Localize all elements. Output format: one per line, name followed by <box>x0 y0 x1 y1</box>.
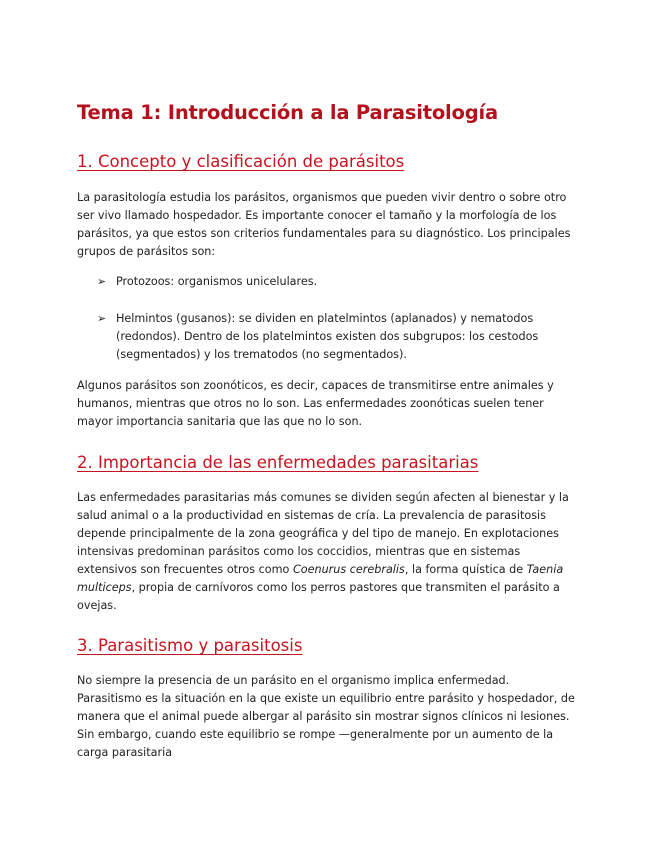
paragraph-importancia <box>77 489 575 615</box>
list-item-text: Helmintos (gusanos): se dividen en platelmintos (aplanados) y nematodos (redondos). Dentro de los platelmintos existen dos subgrupos: los cestodos (segmentados) y los trematodos (no segmentados). <box>116 312 539 361</box>
arrow-bullet-icon: ➢ <box>97 275 107 288</box>
section-heading-importancia: 2. Importancia de las enfermedades parasitarias <box>77 453 479 472</box>
paragraph-text: , propia de carnívoros como los perros pastores que transmiten el parásito a ovejas. <box>77 581 560 612</box>
paragraph-text: Las enfermedades parasitarias más comunes se dividen según afecten al bienestar y la salud animal o a la productividad en sistemas de cría. La prevalencia de parasitosis depende principalmente de la zona geográfica y del tipo de manejo. En explotaciones intensivas predominan parásitos como los coccidios, mientras que en sistemas extensivos son frecuentes otros como <box>77 491 569 576</box>
species-name-taenia: Taenia multiceps <box>77 563 564 594</box>
species-name-coenurus: Coenurus cerebralis <box>292 563 405 576</box>
list-item-protozoos <box>97 273 575 291</box>
section-heading-concepto: 1. Concepto y clasificación de parásitos <box>77 152 405 171</box>
arrow-bullet-icon: ➢ <box>97 312 107 325</box>
paragraph-zoonosis: Algunos parásitos son zoonóticos, es decir, capaces de transmitirse entre animales y humanos, mientras que otros no lo son. Las enfermedades zoonóticas suelen tener mayor importancia sanitaria que las que no lo son. <box>77 379 554 428</box>
section-heading-parasitismo: 3. Parasitismo y parasitosis <box>77 636 303 655</box>
list-item-helmintos <box>97 310 575 364</box>
paragraph-text: , la forma quística de <box>404 563 527 576</box>
paragraph-concepto-intro: La parasitología estudia los parásitos, organismos que pueden vivir dentro o sobre otro ser vivo llamado hospedador. Es importante conocer el tamaño y la morfología de los parásitos, ya que estos son criterios fundamentales para su diagnóstico. Los principales grupos de parásitos son: <box>77 191 571 258</box>
document-title: Tema 1: Introducción a la Parasitología <box>77 101 498 124</box>
list-item-text: Protozoos: organismos unicelulares. <box>116 275 318 288</box>
paragraph-parasitismo: No siempre la presencia de un parásito en el organismo implica enfermedad. Parasitismo es la situación en la que existe un equilibrio entre parásito y hospedador, de manera que el animal puede albergar al parásito sin mostrar signos clínicos ni lesiones. Sin embargo, cuando este equilibrio se rompe —generalmente por un aumento de la carga parasitaria <box>77 674 575 759</box>
